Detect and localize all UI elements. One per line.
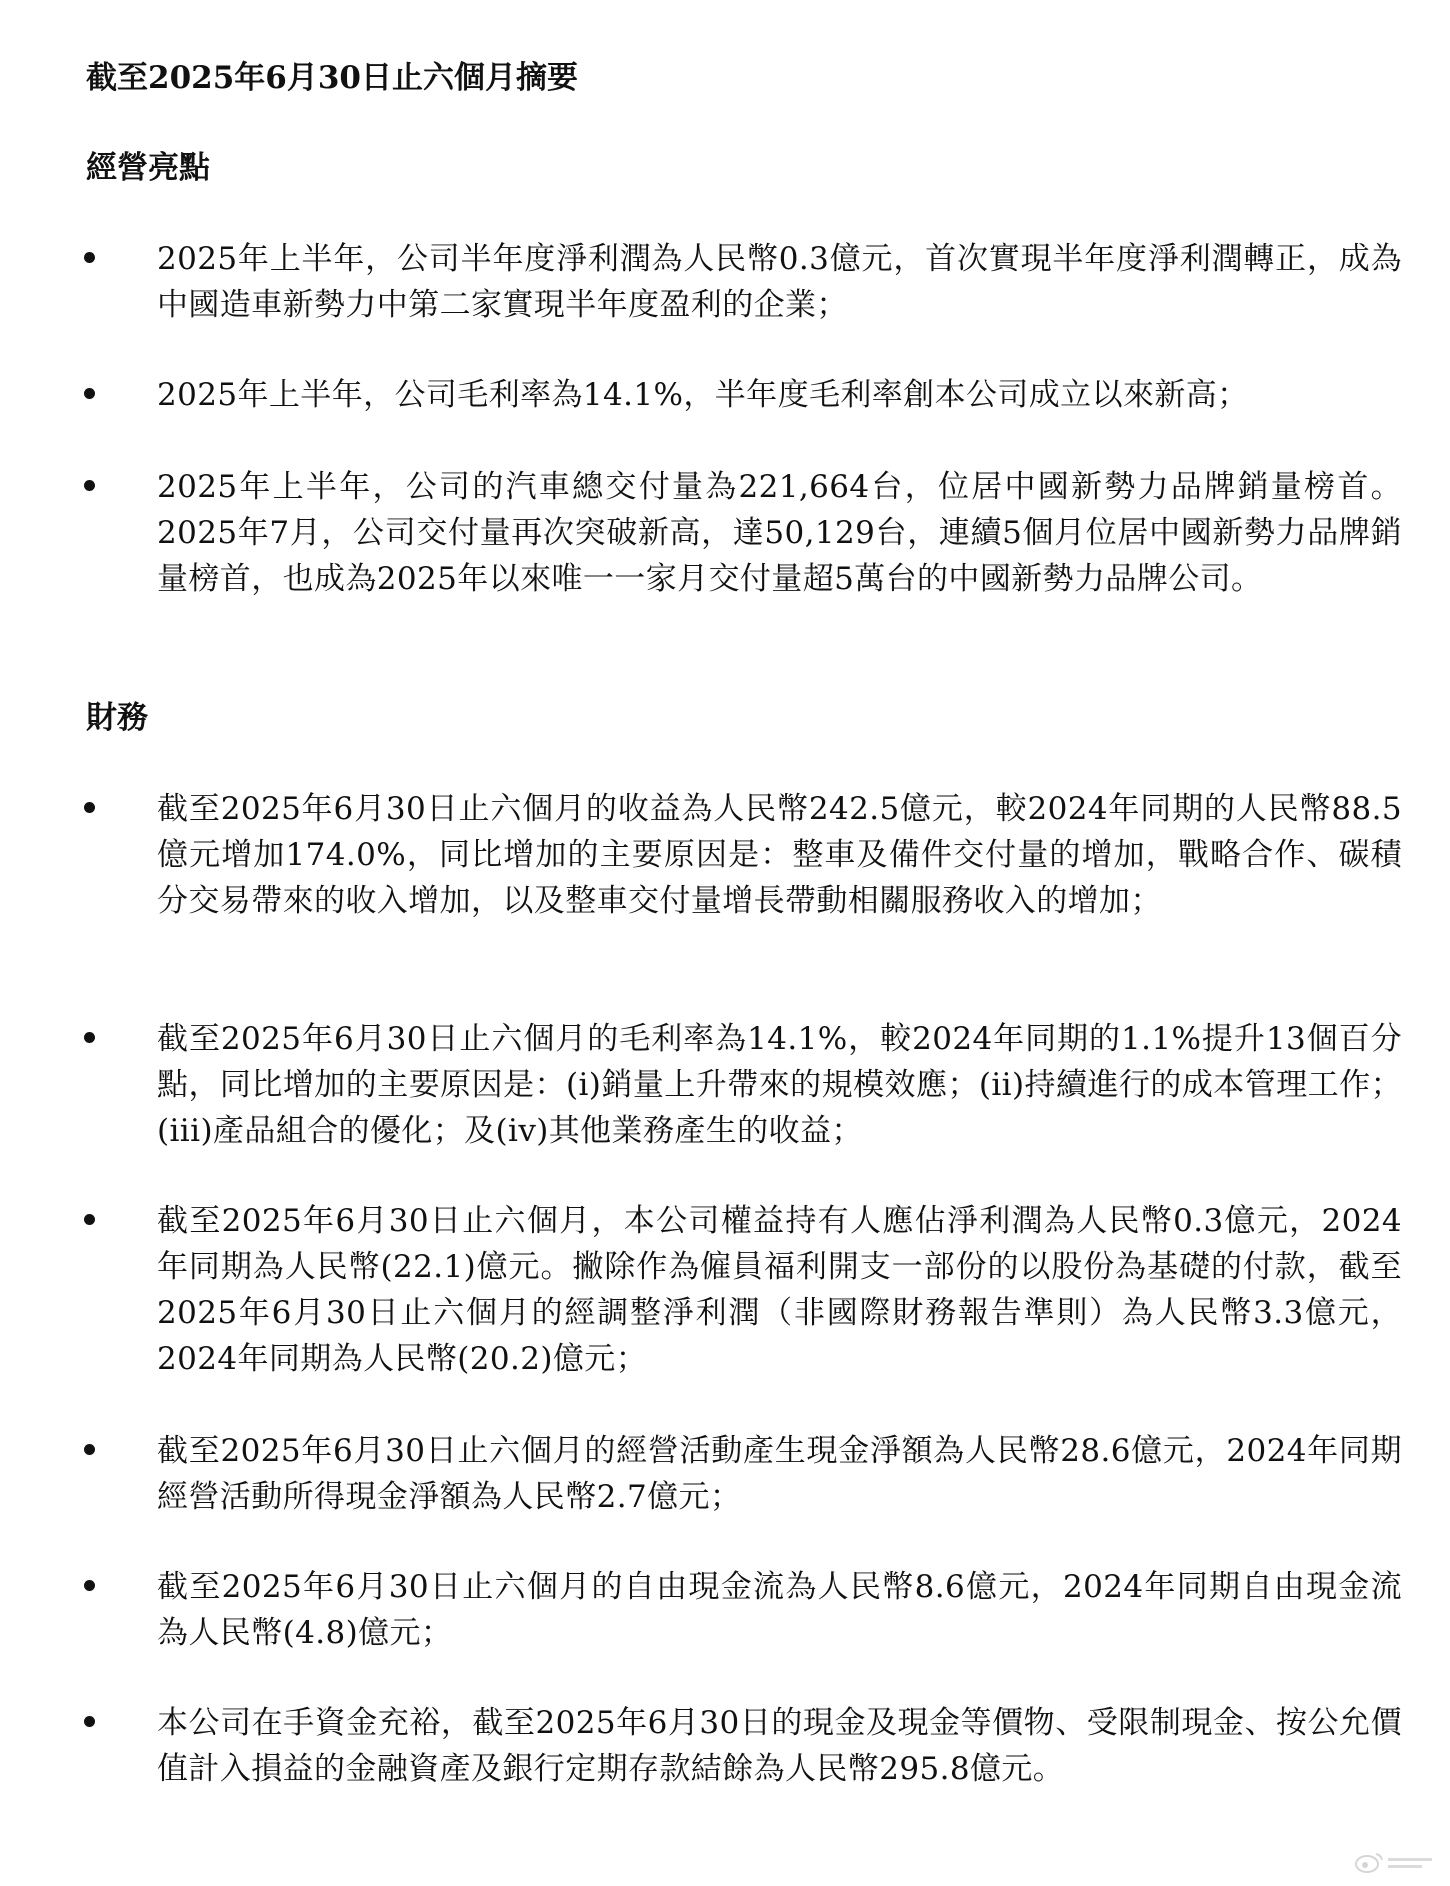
bullet-icon xyxy=(84,1716,95,1727)
bullet-icon xyxy=(84,1580,95,1591)
bullet-icon xyxy=(84,1214,95,1225)
bullet-icon xyxy=(84,252,95,263)
bullet-icon xyxy=(84,1444,95,1455)
bullet-text: 本公司在手資金充裕，截至2025年6月30日的現金及現金等價物、受限制現金、按公允價值計入損益的金融資產及銀行定期存款結餘為人民幣295.8億元。 xyxy=(157,1705,1402,1787)
bullet-text: 截至2025年6月30日止六個月的收益為人民幣242.5億元，較2024年同期的人民幣88.5億元增加174.0%，同比增加的主要原因是：整車及備件交付量的增加，戰略合作、碳積分交易帶來的收入增加，以及整車交付量增長帶動相關服務收入的增加； xyxy=(157,791,1402,919)
document-title: 截至2025年6月30日止六個月摘要 xyxy=(86,60,578,96)
bullet-icon xyxy=(84,480,95,491)
bullet-text: 截至2025年6月30日止六個月，本公司權益持有人應佔淨利潤為人民幣0.3億元，2024年同期為人民幣(22.1)億元。撇除作為僱員福利開支一部份的以股份為基礎的付款，截至2025年6月30日止六個月的經調整淨利潤（非國際財務報告準則）為人民幣3.3億元，2024年同期為人民幣(20.2)億元； xyxy=(157,1203,1402,1377)
watermark-icon xyxy=(1352,1846,1436,1876)
bullet-icon xyxy=(84,802,95,813)
bullet-text: 截至2025年6月30日止六個月的經營活動產生現金淨額為人民幣28.6億元，2024年同期經營活動所得現金淨額為人民幣2.7億元； xyxy=(157,1433,1402,1515)
bullet-text: 截至2025年6月30日止六個月的毛利率為14.1%，較2024年同期的1.1%提升13個百分點，同比增加的主要原因是：(i)銷量上升帶來的規模效應；(ii)持續進行的成本管理工作；(iii)產品組合的優化；及(iv)其他業務產生的收益； xyxy=(157,1021,1402,1149)
bullet-icon xyxy=(84,388,95,399)
bullet-icon xyxy=(84,1032,95,1043)
section-heading-finance: 財務 xyxy=(86,700,148,736)
bullet-text: 2025年上半年，公司半年度淨利潤為人民幣0.3億元，首次實現半年度淨利潤轉正，成為中國造車新勢力中第二家實現半年度盈利的企業； xyxy=(157,241,1402,323)
bullet-text: 2025年上半年，公司的汽車總交付量為221,664台，位居中國新勢力品牌銷量榜首。2025年7月，公司交付量再次突破新高，達50,129台，連續5個月位居中國新勢力品牌銷量榜首，也成為2025年以來唯一一家月交付量超5萬台的中國新勢力品牌公司。 xyxy=(157,469,1402,597)
section-heading-operations: 經營亮點 xyxy=(86,150,210,186)
bullet-text: 2025年上半年，公司毛利率為14.1%，半年度毛利率創本公司成立以來新高； xyxy=(157,377,1249,413)
bullet-text: 截至2025年6月30日止六個月的自由現金流為人民幣8.6億元，2024年同期自由現金流為人民幣(4.8)億元； xyxy=(157,1569,1402,1651)
